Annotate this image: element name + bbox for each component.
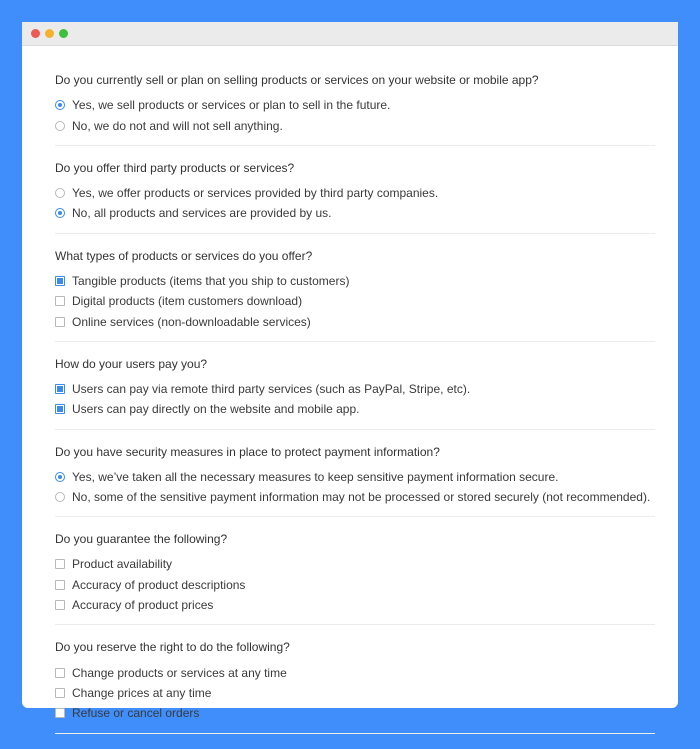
checkbox-option[interactable] <box>55 554 655 574</box>
option-label: Accuracy of product prices <box>72 598 214 613</box>
question-section-selling <box>55 73 655 146</box>
question-label: Do you reserve the right to do the following? <box>55 640 290 655</box>
option-label: No, all products and services are provided by us. <box>72 206 332 221</box>
question-section-security <box>55 445 655 518</box>
question-section-guarantees <box>55 532 655 625</box>
option-label: Yes, we’ve taken all the necessary measures to keep sensitive payment information secure. <box>72 469 559 484</box>
questionnaire-form <box>55 73 655 749</box>
option-label: Change products or services at any time <box>72 665 287 680</box>
radio-button[interactable] <box>55 100 65 110</box>
option-label: Yes, we sell products or services or plan to sell in the future. <box>72 98 391 113</box>
question-label: Do you have security measures in place to protect payment information? <box>55 444 440 459</box>
option-label: Yes, we offer products or services provided by third party companies. <box>72 185 439 200</box>
option-label: Online services (non-downloadable services) <box>72 314 311 329</box>
question-label: Do you offer third party products or services? <box>55 160 295 175</box>
radio-option[interactable] <box>55 95 655 115</box>
radio-button[interactable] <box>55 188 65 198</box>
question-label: Do you guarantee the following? <box>55 532 228 547</box>
checkbox-option[interactable] <box>55 271 655 291</box>
question-label: Do you currently sell or plan on selling products or services on your website or mobile app? <box>55 73 539 87</box>
checkbox-option[interactable] <box>55 399 655 419</box>
option-label: No, some of the sensitive payment information may not be processed or stored securely (not recommended). <box>72 490 651 505</box>
question-section-reserved-rights <box>55 640 655 733</box>
checkbox[interactable] <box>55 276 65 286</box>
radio-button[interactable] <box>55 492 65 502</box>
question-section-product-types <box>55 249 655 342</box>
checkbox[interactable] <box>55 580 65 590</box>
radio-button[interactable] <box>55 121 65 131</box>
checkbox[interactable] <box>55 384 65 394</box>
question-section-payment <box>55 357 655 430</box>
checkbox-option[interactable] <box>55 575 655 595</box>
question-section-third-party <box>55 161 655 234</box>
radio-option[interactable] <box>55 115 655 135</box>
option-label: No, we do not and will not sell anything. <box>72 118 283 133</box>
radio-option[interactable] <box>55 467 655 487</box>
checkbox-option[interactable] <box>55 291 655 311</box>
checkbox[interactable] <box>55 668 65 678</box>
checkbox[interactable] <box>55 708 65 718</box>
option-label: Refuse or cancel orders <box>72 706 200 721</box>
question-label: What types of products or services do you offer? <box>55 248 313 263</box>
radio-button[interactable] <box>55 208 65 218</box>
checkbox[interactable] <box>55 600 65 610</box>
checkbox[interactable] <box>55 559 65 569</box>
option-label: Product availability <box>72 557 173 572</box>
radio-option[interactable] <box>55 487 655 507</box>
radio-button[interactable] <box>55 472 65 482</box>
checkbox[interactable] <box>55 688 65 698</box>
question-label: How do your users pay you? <box>55 356 208 371</box>
option-label: Users can pay directly on the website and mobile app. <box>72 402 360 417</box>
checkbox-option[interactable] <box>55 379 655 399</box>
minimize-window-icon[interactable] <box>45 29 54 38</box>
option-label: Tangible products (items that you ship to customers) <box>72 273 350 288</box>
maximize-window-icon[interactable] <box>59 29 68 38</box>
checkbox[interactable] <box>55 404 65 414</box>
checkbox-option[interactable] <box>55 311 655 331</box>
option-label: Change prices at any time <box>72 686 212 701</box>
checkbox-option[interactable] <box>55 662 655 682</box>
checkbox-option[interactable] <box>55 703 655 723</box>
option-label: Users can pay via remote third party services (such as PayPal, Stripe, etc). <box>72 381 471 396</box>
browser-window <box>22 22 678 721</box>
option-label: Accuracy of product descriptions <box>72 577 246 592</box>
option-label: Digital products (item customers download) <box>72 294 303 309</box>
title-bar <box>22 22 678 46</box>
checkbox[interactable] <box>55 296 65 306</box>
checkbox-option[interactable] <box>55 595 655 615</box>
checkbox[interactable] <box>55 317 65 327</box>
checkbox-option[interactable] <box>55 683 655 703</box>
radio-option[interactable] <box>55 183 655 203</box>
radio-option[interactable] <box>55 203 655 223</box>
close-window-icon[interactable] <box>31 29 40 38</box>
